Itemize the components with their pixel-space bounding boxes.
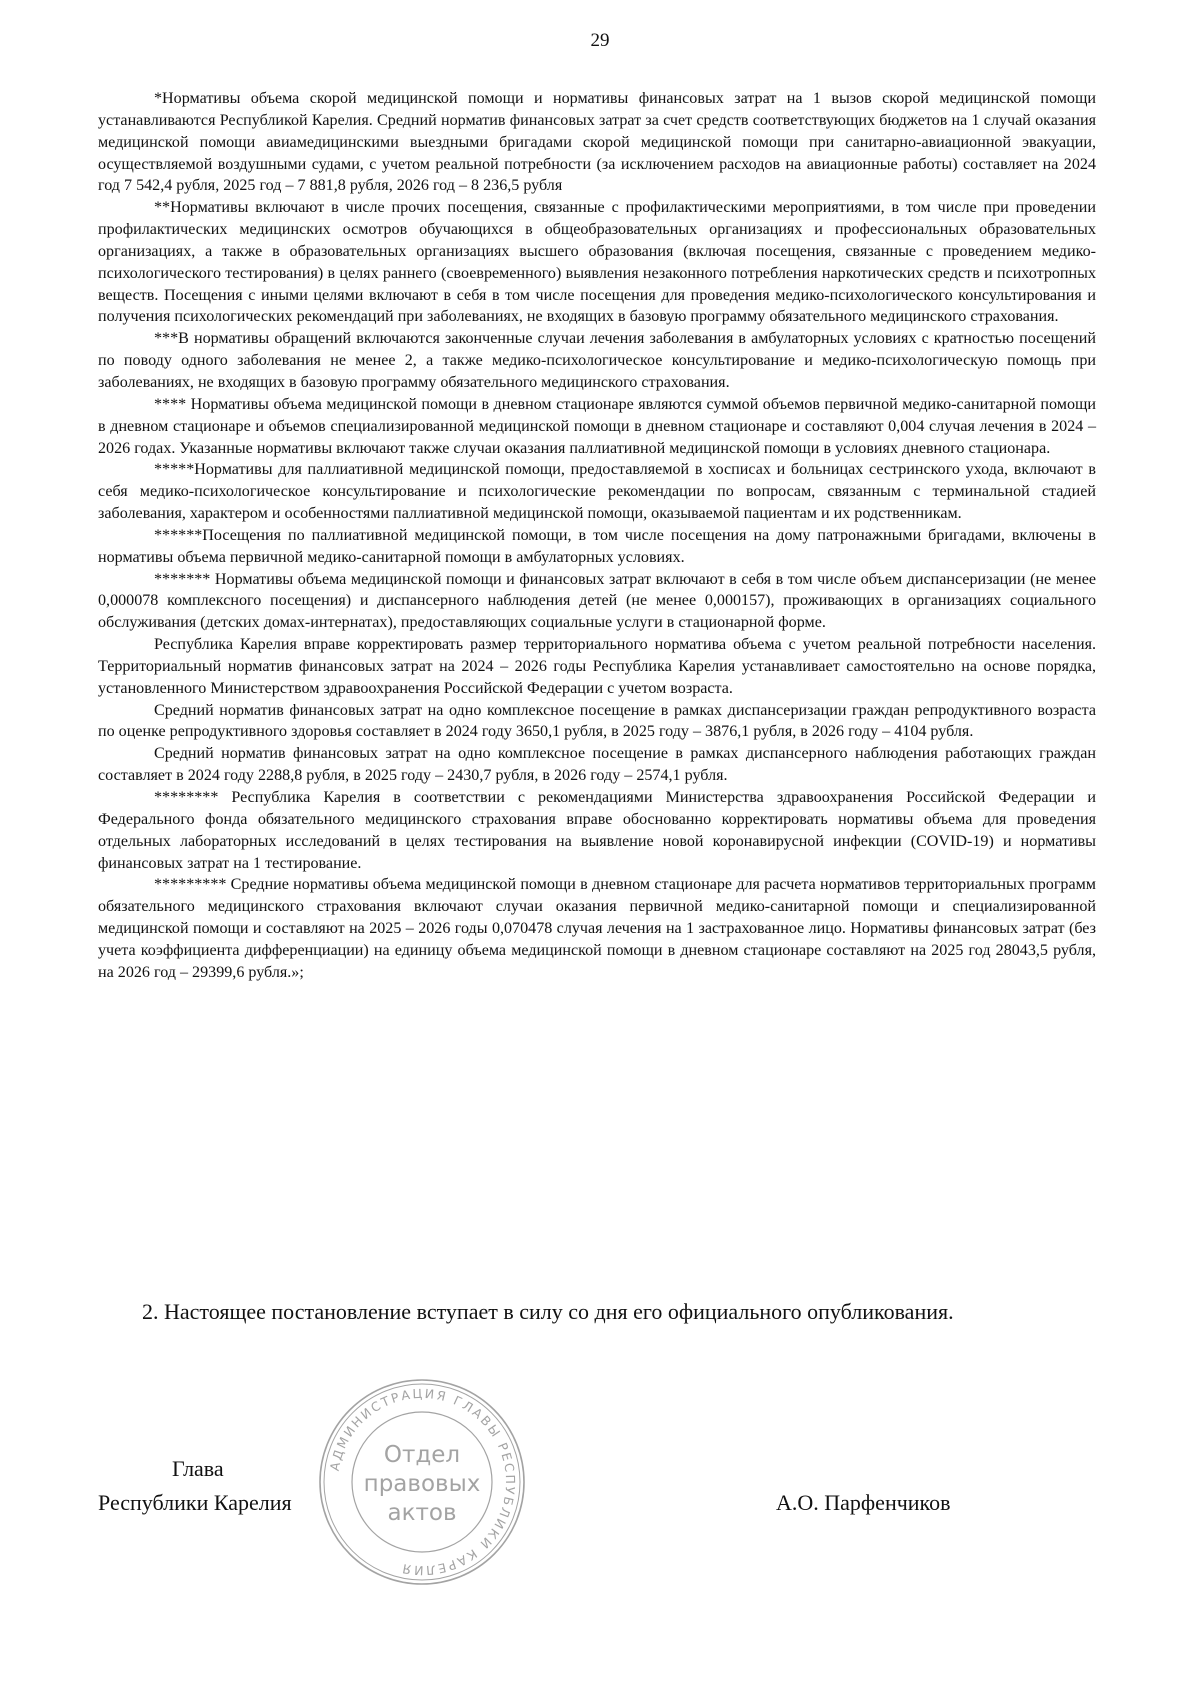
footnote-paragraph: Республика Карелия вправе корректировать размер территориального норматива объема с учетом реальной потребности населения. Территориальный норматив финансовых затрат на 2024 – 2026 годы Республика Карелия устанавливает самостоятельно на основе порядка, установленного Министерством здравоохранения Российской Федерации с учетом возраста.: [98, 636, 1096, 697]
stamp-text-line1: Отдел: [383, 1442, 461, 1468]
signatory-title-line2: Республики Карелия: [98, 1490, 292, 1515]
footnote-paragraph: ******* Нормативы объема медицинской помощи и финансовых затрат включают в себя в том числе объем диспансеризации (не менее 0,000078 комплексного посещения) и диспансерного наблюдения детей (не менее 0,000157), проживающих в организациях социального обслуживания (детских домах-интернатах), предоставляющих социальные услуги в стационарной форме.: [98, 570, 1096, 632]
footnote-paragraph: *Нормативы объема скорой медицинской помощи и нормативы финансовых затрат на 1 вызов скорой медицинской помощи устанавливаются Республикой Карелия. Средний норматив финансовых затрат за счет средств соответствующих бюджетов на 1 случай оказания медицинской помощи авиамедицинскими выездными бригадами скорой медицинской помощи при санитарно-авиационной эвакуации, осуществляемой воздушными судами, с учетом реальной потребности (за исключением расходов на авиационные работы) составляет на 2024 год 7 542,4 рубля, 2025 год – 7 881,8 рубля, 2026 год – 8 236,5 рубля: [98, 90, 1096, 195]
signatory-name: А.О. Парфенчиков: [776, 1490, 951, 1515]
footnote-paragraph: ********* Средние нормативы объема медицинской помощи в дневном стационаре для расчета нормативов территориальных программ обязательного медицинского страхования включают случаи оказания первичной медико-санитарной помощи и специализированной медицинской помощи и составляют на 2025 – 2026 годы 0,070478 случая лечения на 1 застрахованное лицо. Нормативы финансовых затрат (без учета коэффициента дифференциации) на единицу объема медицинской помощи в дневном стационаре составляют на 2025 год 28043,5 рубля, на 2026 год – 29399,6 рубля.»;: [98, 876, 1096, 981]
footnotes-block: [98, 88, 1096, 984]
footnote-paragraph: *****Нормативы для паллиативной медицинской помощи, предоставляемой в хосписах и больницах сестринского ухода, включают в себя медико-психологическое консультирование и психологические рекомендации по вопросам, связанным с терминальной стадией заболевания, характером и особенностями паллиативной медицинской помощи, оказываемой пациентам и их родственникам.: [98, 461, 1096, 523]
official-stamp: [316, 1376, 528, 1588]
page-number: 29: [590, 30, 610, 51]
effective-date-clause: 2. Настоящее постановление вступает в силу со дня его официального опубликования.: [142, 1299, 954, 1324]
footnote-paragraph: ******** Республика Карелия в соответствии с рекомендациями Министерства здравоохранения Российской Федерации и Федерального фонда обязательного медицинского страхования вправе обоснованно корректировать нормативы объема для проведения отдельных лабораторных исследований в целях тестирования на выявление новой коронавирусной инфекции (COVID-19) и нормативы финансовых затрат на 1 тестирование.: [98, 789, 1096, 872]
stamp-text-line2: правовых: [363, 1471, 481, 1497]
footnote-paragraph: Средний норматив финансовых затрат на одно комплексное посещение в рамках диспансеризации граждан репродуктивного возраста по оценке репродуктивного здоровья составляет в 2024 году 3650,1 рубля, в 2025 году – 3876,1 рубля, в 2026 году – 4104 рубля.: [98, 701, 1096, 741]
footnote-paragraph: **** Нормативы объема медицинской помощи в дневном стационаре являются суммой объемов первичной медико-санитарной помощи в дневном стационаре и объемов специализированной медицинской помощи в дневном стационаре и составляют 0,004 случая лечения в 2024 – 2026 годах. Указанные нормативы включают также случаи оказания паллиативной медицинской помощи в условиях дневного стационара.: [98, 395, 1096, 457]
footnote-paragraph: Средний норматив финансовых затрат на одно комплексное посещение в рамках диспансерного наблюдения работающих граждан составляет в 2024 году 2288,8 рубля, в 2025 году – 2430,7 рубля, в 2026 году – 2574,1 рубля.: [98, 745, 1096, 785]
footnote-paragraph: ******Посещения по паллиативной медицинской помощи, в том числе посещения на дому патронажными бригадами, включены в нормативы объема первичной медико-санитарной помощи в амбулаторных условиях.: [98, 526, 1096, 566]
signatory-title-line1: Глава: [172, 1456, 224, 1481]
footnote-paragraph: ***В нормативы обращений включаются законченные случаи лечения заболевания в амбулаторных условиях с кратностью посещений по поводу одного заболевания не менее 2, а также медико-психологическое консультирование и медико-психологическую помощь при заболеваниях, не входящих в базовую программу обязательного медицинского страхования.: [98, 330, 1096, 391]
stamp-ring-text: АДМИНИСТРАЦИЯ ГЛАВЫ РЕСПУБЛИКИ КАРЕЛИЯ: [326, 1385, 519, 1579]
stamp-text-line3: актов: [387, 1500, 457, 1526]
footnote-paragraph: **Нормативы включают в числе прочих посещения, связанные с профилактическими мероприятиями, в том числе при проведении профилактических медицинских осмотров обучающихся в общеобразовательных организациях и профессиональных образовательных организациях, а также в образовательных организациях высшего образования (включая посещения, связанные с проведением медико-психологического тестирования) в целях раннего (своевременного) выявления незаконного потребления наркотических средств и психотропных веществ. Посещения с иными целями включают в себя в том числе посещения для проведения медико-психологического консультирования и получения психологических рекомендаций при заболеваниях, не входящих в базовую программу обязательного медицинского страхования.: [98, 199, 1096, 326]
